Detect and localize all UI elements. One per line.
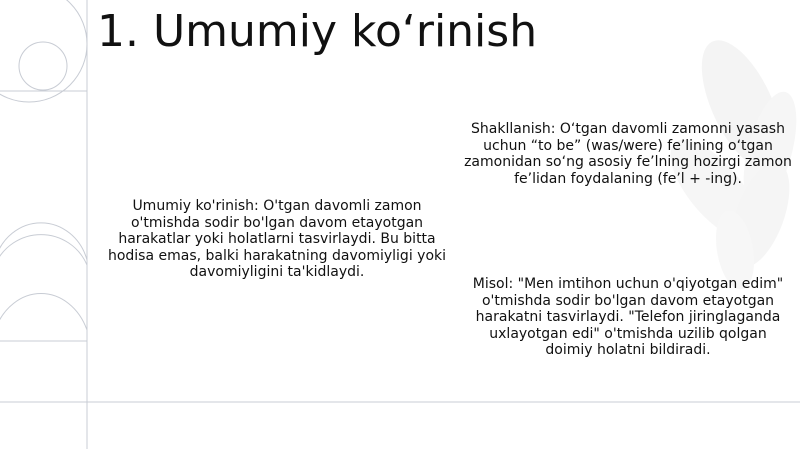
overview-paragraph: Umumiy ko'rinish: O'tgan davomli zamon o'tmishda sodir bo'lgan davom etayotgan harakatlar yoki holatlarni tasvirlaydi. Bu bitta hodisa emas, balki harakatning davomiyligi yoki davomiyligini ta'kidlaydi.	[107, 198, 447, 280]
decor-circle-large	[0, 0, 87, 102]
decor-circle-small	[19, 42, 67, 90]
decor-arch-lower	[0, 294, 87, 449]
slide-title: 1. Umumiy ko‘rinish	[97, 6, 538, 57]
formation-paragraph: Shakllanish: O‘tgan davomli zamonni yasash uchun “to be” (was/were) fe’lining o‘tgan zamonidan so‘ng asosiy fe’lning hozirgi zamon fe’lidan foydalaning (fe’l + -ing).	[464, 121, 792, 187]
example-paragraph: Misol: "Men imtihon uchun o'qiyotgan edim" o'tmishda sodir bo'lgan davom etayotgan harakatni tasvirlaydi. "Telefon jiringlaganda uxlayotgan edi" o'tmishda uzilib qolgan doimiy holatni bildiradi.	[472, 276, 784, 358]
decor-arch-upper	[0, 235, 87, 320]
